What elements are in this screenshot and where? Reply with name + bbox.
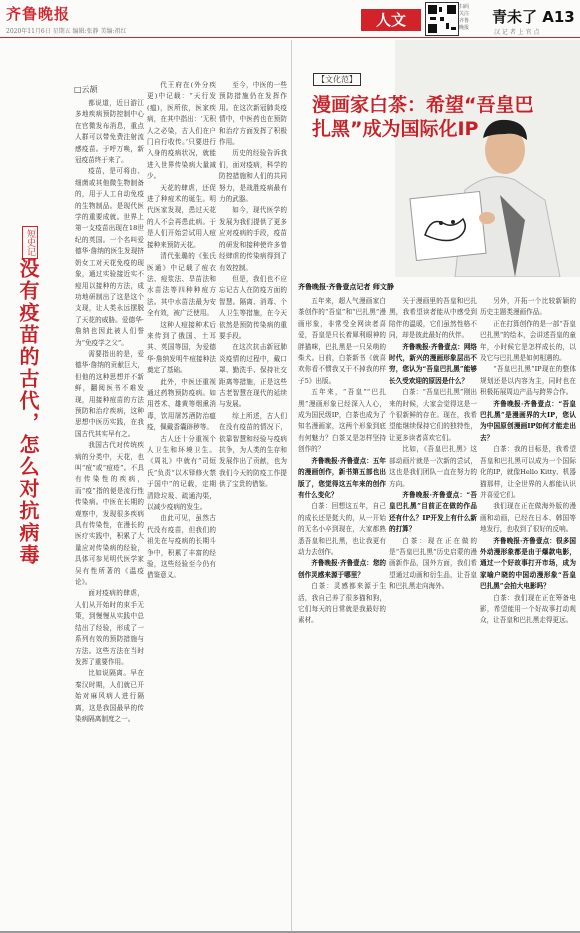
paragraph: 如今，现代医学的发展为我们提供了更多应对疫病的手段，疫苗的研发和接种使许多曾经肆虐的传染病得到了有效控制。 bbox=[219, 206, 287, 272]
article-column-1 bbox=[75, 98, 144, 928]
qr-code-icon bbox=[425, 2, 459, 36]
paragraph: 关于漫画里的吾皇和巴扎黑，我希望读者能从中感受到陪伴的温暖，它们虽然性格不同，却是彼此最好的伙伴。 bbox=[389, 297, 477, 340]
paragraph: 五年来，“吾皇”“巴扎黑”漫画形象已经深入人心，成为国民级IP，白茶也成为了知名漫画家，这两个形象到底有何魅力？白茶又是怎样坚持创作的？ bbox=[298, 388, 386, 454]
portrait-photo bbox=[395, 40, 580, 277]
paragraph: 正在打算创作的是一部“吾皇巴扎黑”的绘本，会讲述吾皇的童年，小时候它是怎样成长的，以及它与巴扎黑是如何相遇的。 bbox=[480, 319, 576, 363]
paragraph: 白茶：我的目标是，我希望吾皇和巴扎黑可以成为一个国际化的IP，就像Hello Kitty、机器猫那样，让全世界的人都能认识并喜爱它们。 bbox=[480, 445, 576, 499]
interview-question: 齐鲁晚报·齐鲁壹点：“吾皇巴扎黑”目前正在做的作品还有什么？IP开发上有什么新的打算？ bbox=[389, 490, 477, 534]
paragraph: 都说道，近日游江多地疾病预防控制中心在官微发布消息，重点人群可以带免费注射流感疫苗。于呼万唤，新冠疫苗终于来了。 bbox=[75, 99, 144, 165]
article-headline: 漫画家白茶：希望“吾皇巴扎黑”成为国际化IP bbox=[312, 94, 534, 140]
paragraph: 白茶：灵感都来源于生活，我自己养了很多猫和狗，它们每天的日常就是我最好的素材。 bbox=[298, 582, 386, 625]
paragraph: 另外，开拓一个比较新颖的历史主题类漫画作品。 bbox=[480, 297, 576, 317]
paragraph: 至今，中医的一些预防措施仍在发挥作用。在这次新冠肺炎疫情中，中医药也在预防和治疗方面发挥了积极作用。 bbox=[219, 81, 287, 147]
interview-column-1 bbox=[298, 296, 386, 928]
author-credit: □云颉 bbox=[74, 85, 98, 94]
interview-question: 齐鲁晚报·齐鲁壹点：“吾皇巴扎黑”是漫画界的大IP，您认为中国原创漫画IP如何才能走出去？ bbox=[480, 399, 576, 442]
paragraph: 我们现在正在做海外版的漫画和动画，已经在日本、韩国等地发行，也收到了很好的反响。 bbox=[480, 502, 576, 534]
article-column-3 bbox=[219, 80, 287, 928]
paragraph: 这种人痘接种术后来传到了俄国、土耳其、英国等国，为爱德华·詹纳发明牛痘接种法奠定了基础。 bbox=[147, 320, 216, 375]
paragraph: 五年来，超人气漫画家白茶创作的“吾皇”和“巴扎黑”漫画形象，非常受全网读者喜爱，吾皇是只长着犀利眼神的胖猫咪，巴扎黑是一只呆萌的柴犬。日前，白茶新书《就喜欢你看不惯我又干不掉我的样子5》出版。 bbox=[298, 297, 386, 385]
paragraph: 由此可见，虽然古代没有疫苗，但我们的祖先在与疫病的长期斗争中，积累了丰富的经验，这些经验至今仍有借鉴意义。 bbox=[147, 514, 216, 580]
paragraph: 清代张璐的《张氏医通》中记载了痘衣法、痘浆法、旱苗法和水苗法等四种种痘方法。其中水苗法最为安全有效，被广泛使用。 bbox=[147, 252, 216, 318]
column-kicker: 【文化范】 bbox=[313, 73, 361, 86]
header-rule bbox=[0, 37, 580, 38]
paragraph: 历史的经验告诉我们，面对疫病，科学的防控措施和人们的共同努力，是战胜疫病最有力的武器。 bbox=[219, 149, 287, 204]
paragraph: 综上所述，古人们在没有疫苗的情况下，依靠智慧和经验与疫病抗争，为人类的生存和发展作出了贡献，也为我们今天的防疫工作提供了宝贵的借鉴。 bbox=[219, 411, 287, 489]
interview-question: 齐鲁晚报·齐鲁壹点：很多国外动漫形象都是由于爆款电影，通过一个好故事打开市场，成为家喻户晓的中国动漫形象“吾皇巴扎黑”会拍大电影吗？ bbox=[480, 536, 576, 591]
column-kicker: 短史记 bbox=[22, 226, 38, 259]
paragraph: 白茶：“吾皇巴扎黑”刚出来的时候，大家会觉得这是一个很新鲜的存在。现在，我希望能继续保持它们的独特性，让更多读者喜欢它们。 bbox=[389, 388, 477, 442]
paragraph: 此外，中医还重视通过药物预防疫病。如用苍术、雄黄等烟熏消毒，饮用屠苏酒防治瘟疫，佩戴香囊辟秽等。 bbox=[147, 377, 216, 432]
dateline: 2020年11月6日 星期五 编辑:张静 美编:祖红 bbox=[6, 28, 127, 35]
paragraph: 需要指出的是，爱德华·詹纳的贡献巨大，但他的这种思想并不新鲜，翻阅医书不难发现，用接种痘苗的方法预防和治疗疾病，这种思想中医历实践，在我国古代其实早有之。 bbox=[75, 349, 144, 438]
editor-credit: 汉 记 者 上 官 点 bbox=[494, 29, 540, 36]
interview-question: 齐鲁晚报·齐鲁壹点：网络时代，新兴的漫画形象层出不穷，您认为“吾皇巴扎黑”能够长久受欢迎的原因是什么？ bbox=[389, 342, 477, 385]
paragraph: 比如说隔离。早在秦汉时期，人们就已开始对麻风病人进行隔离，这是我国最早的传染病隔离制度之一。 bbox=[75, 669, 144, 723]
byline: 齐鲁晚报·齐鲁壹点记者 师文静 bbox=[298, 282, 394, 291]
paragraph: 疫苗，是可将由、细菌或其他微生物制备的，用于人工自动免疫的生物制品。是现代医学的重要成就。世界上第一支疫苗出现在18世纪的英国。一个名叫爱德华·詹纳的医生发现挤奶女工对天花免疫的现象，通过实验接近实不痘用以接种的方法，成功地研制出了这是这个支现，让人类永远摆脱了天花的威胁。爱德华·詹纳也因此被人们誉为“免疫学之父”。 bbox=[75, 167, 144, 347]
paragraph: 但是，我们也不应忘记古人在防疫方面的智慧。隔离、消毒、个人卫生等措施，在今天依然是预防传染病的重要手段。 bbox=[219, 274, 287, 340]
artist-portrait-illustration bbox=[395, 40, 580, 277]
page-header bbox=[0, 0, 580, 38]
interview-column-2 bbox=[389, 296, 477, 928]
interview-question: 齐鲁晚报·齐鲁壹点：五年的漫画创作，新书第五部也出版了，您觉得这五年来的创作有什么变化？ bbox=[298, 456, 386, 499]
newspaper-logo: 齐鲁晚报 bbox=[6, 5, 71, 23]
section-tab: 人文 bbox=[361, 9, 421, 31]
paragraph: 面对疫病的肆虐，人们从开始时的束手无策，到慢慢从实践中总结出了经验，形成了一系列有效的预防措施与方法。这些方法在当时发挥了重要作用。 bbox=[75, 589, 144, 666]
paragraph: 白茶：回想这五年，自己的成长还是挺大的，从一开始的无名小卒到现在，大家都熟悉吾皇和巴扎黑，也让我更有动力去创作。 bbox=[298, 502, 386, 556]
interview-column-3 bbox=[480, 296, 576, 928]
paragraph: 代王府在(外分疾更)中记载：“天行发(瘟)，医所依，医家疾病，在其中指出：‘无积人之必染，古人们在户门自行收传。’只要进行入身的疫病状况，就能进入世界传染病大量减少。 bbox=[147, 81, 216, 181]
paragraph: 白茶：我们现在正在筹备电影，希望能用一个好故事打动观众，让吾皇和巴扎黑走得更远。 bbox=[480, 593, 576, 625]
article-title: 没有疫苗的古代，怎么对抗病毒 bbox=[16, 258, 40, 566]
page-name: 青未了 A13 bbox=[492, 8, 575, 26]
paragraph: 古人还十分重视个人卫生和环境卫生。《周礼》中就有“司烜氏”负责“以木铎修火禁于国中”的记载，定期清除垃圾、疏通沟渠，以减少疫病的发生。 bbox=[147, 434, 216, 512]
qr-caption: 扫码关注齐鲁晚报 bbox=[459, 4, 470, 31]
column-divider bbox=[291, 40, 292, 933]
paragraph: 白茶：现在正在做的是“吾皇巴扎黑”历史启蒙的漫画新作品，国外方面，我们希望通过动画和衍生品，让吾皇和巴扎黑走向海外。 bbox=[389, 536, 477, 591]
paragraph: 天花的肆虐，还促进了种痘术的诞生。明代医家发现，患过天花的人不会再患此病。于是人们开始尝试用人痘接种来预防天花。 bbox=[147, 183, 216, 249]
paragraph: 比如，《吾皇巴扎黑》这部动画片就是一次新的尝试，这也是我们团队一直在努力的方向。 bbox=[389, 445, 477, 488]
interview-question: 齐鲁晚报·齐鲁壹点：您的创作灵感来源于哪里？ bbox=[298, 559, 386, 579]
paragraph: 在这次抗击新冠肺炎疫情的过程中，戴口罩、勤洗手、保持社交距离等措施，正是这些古老智慧在现代的延续与发展。 bbox=[219, 343, 287, 409]
paragraph: “吾皇巴扎黑”IP现在的整体规划还是以内容为主，同时也在积极拓展周边产品与跨界合作。 bbox=[480, 365, 576, 397]
article-column-2 bbox=[147, 80, 216, 928]
paragraph: 我国古代对传统疾病的分类中，天花，也叫“痘”或“痘疮”。不具有传染性的疾病，而“疫”指的便是流行性传染病。中医在长期的观察中，发现很多疾病具有传染性，在漫长的医疗实践中，积累了大量应对传染病的经验，具体可参见明代医学家吴有性所著的《温疫论》。 bbox=[75, 441, 144, 587]
